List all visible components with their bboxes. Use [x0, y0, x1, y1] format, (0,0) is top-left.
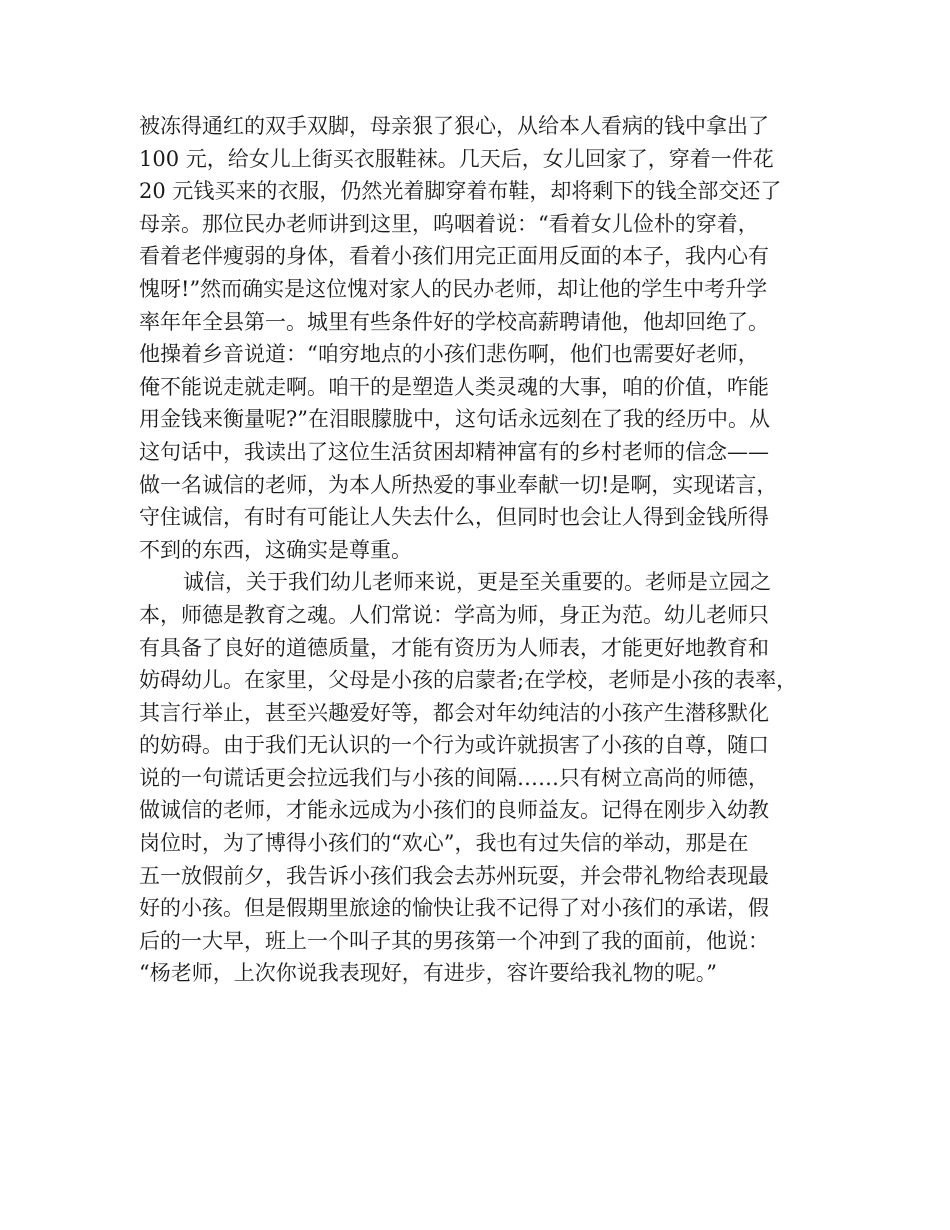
text-line: 做诚信的老师，才能永远成为小孩们的良师益友。记得在刚步入幼教 — [139, 798, 769, 823]
text-line: 20 元钱买来的衣服，仍然光着脚穿着布鞋，却将剩下的钱全部交还了 — [139, 179, 782, 204]
text-line: 这句话中，我读出了这位生活贫困却精神富有的乡村老师的信念—— — [139, 439, 769, 464]
text-line: 有具备了良好的道德质量，才能有资历为人师表，才能更好地教育和 — [139, 635, 769, 660]
text-line: 好的小孩。但是假期里旅途的愉快让我不记得了对小孩们的承诺，假 — [139, 896, 769, 921]
text-line: 100 元，给女儿上街买衣服鞋袜。几天后，女儿回家了，穿着一件花 — [139, 146, 774, 171]
text-line: 被冻得通红的双手双脚，母亲狠了狠心，从给本人看病的钱中拿出了 — [139, 114, 769, 138]
text-line: 妨碍幼儿。在家里，父母是小孩的启蒙者;在学校，老师是小孩的表率， — [139, 668, 798, 693]
text-line: 愧呀!”然而确实是这位愧对家人的民办老师，却让他的学生中考升学 — [139, 276, 768, 301]
text-line: 后的一大早，班上一个叫子其的男孩第一个冲到了我的面前，他说： — [139, 928, 769, 953]
text-line: 岗位时，为了博得小孩们的“欢心”，我也有过失信的举动，那是在 — [139, 831, 749, 856]
text-line: 说的一句谎话更会拉远我们与小孩的间隔……只有树立高尚的师德， — [139, 765, 769, 790]
text-line: 其言行举止，甚至兴趣爱好等，都会对年幼纯洁的小孩产生潜移默化 — [139, 700, 769, 725]
text-line: 母亲。那位民办老师讲到这里，呜咽着说：“看着女儿俭朴的穿着， — [139, 211, 759, 236]
text-line: 做一名诚信的老师，为本人所热爱的事业奉献一切!是啊，实现诺言， — [139, 472, 778, 497]
text-line: “杨老师，上次你说我表现好，有进步，容许要给我礼物的呢。” — [139, 961, 717, 986]
text-line: 的妨碍。由于我们无认识的一个行为或许就损害了小孩的自尊，随口 — [139, 733, 769, 758]
text-line: 俺不能说走就走啊。咱干的是塑造人类灵魂的大事，咱的价值，咋能 — [139, 374, 769, 399]
text-line: 本，师德是教育之魂。人们常说：学高为师，身正为范。幼儿老师只 — [139, 602, 769, 627]
text-line: 用金钱来衡量呢?”在泪眼朦胧中，这句话永远刻在了我的经历中。从 — [139, 407, 770, 432]
text-line: 看着老伴瘦弱的身体，看着小孩们用完正面用反面的本子，我内心有 — [139, 244, 769, 269]
text-line: 五一放假前夕，我告诉小孩们我会去苏州玩耍，并会带礼物给表现最 — [139, 863, 769, 888]
body-text — [139, 110, 829, 990]
text-line: 守住诚信，有时有可能让人失去什么，但同时也会让人得到金钱所得 — [139, 505, 769, 530]
text-line: 他操着乡音说道：“咱穷地点的小孩们悲伤啊，他们也需要好老师， — [139, 342, 759, 367]
text-line: 诚信，关于我们幼儿老师来说，更是至关重要的。老师是立园之 — [183, 570, 771, 595]
text-line: 不到的东西，这确实是尊重。 — [139, 537, 412, 562]
text-line: 率年年全县第一。城里有些条件好的学校高薪聘请他，他却回绝了。 — [139, 309, 769, 334]
